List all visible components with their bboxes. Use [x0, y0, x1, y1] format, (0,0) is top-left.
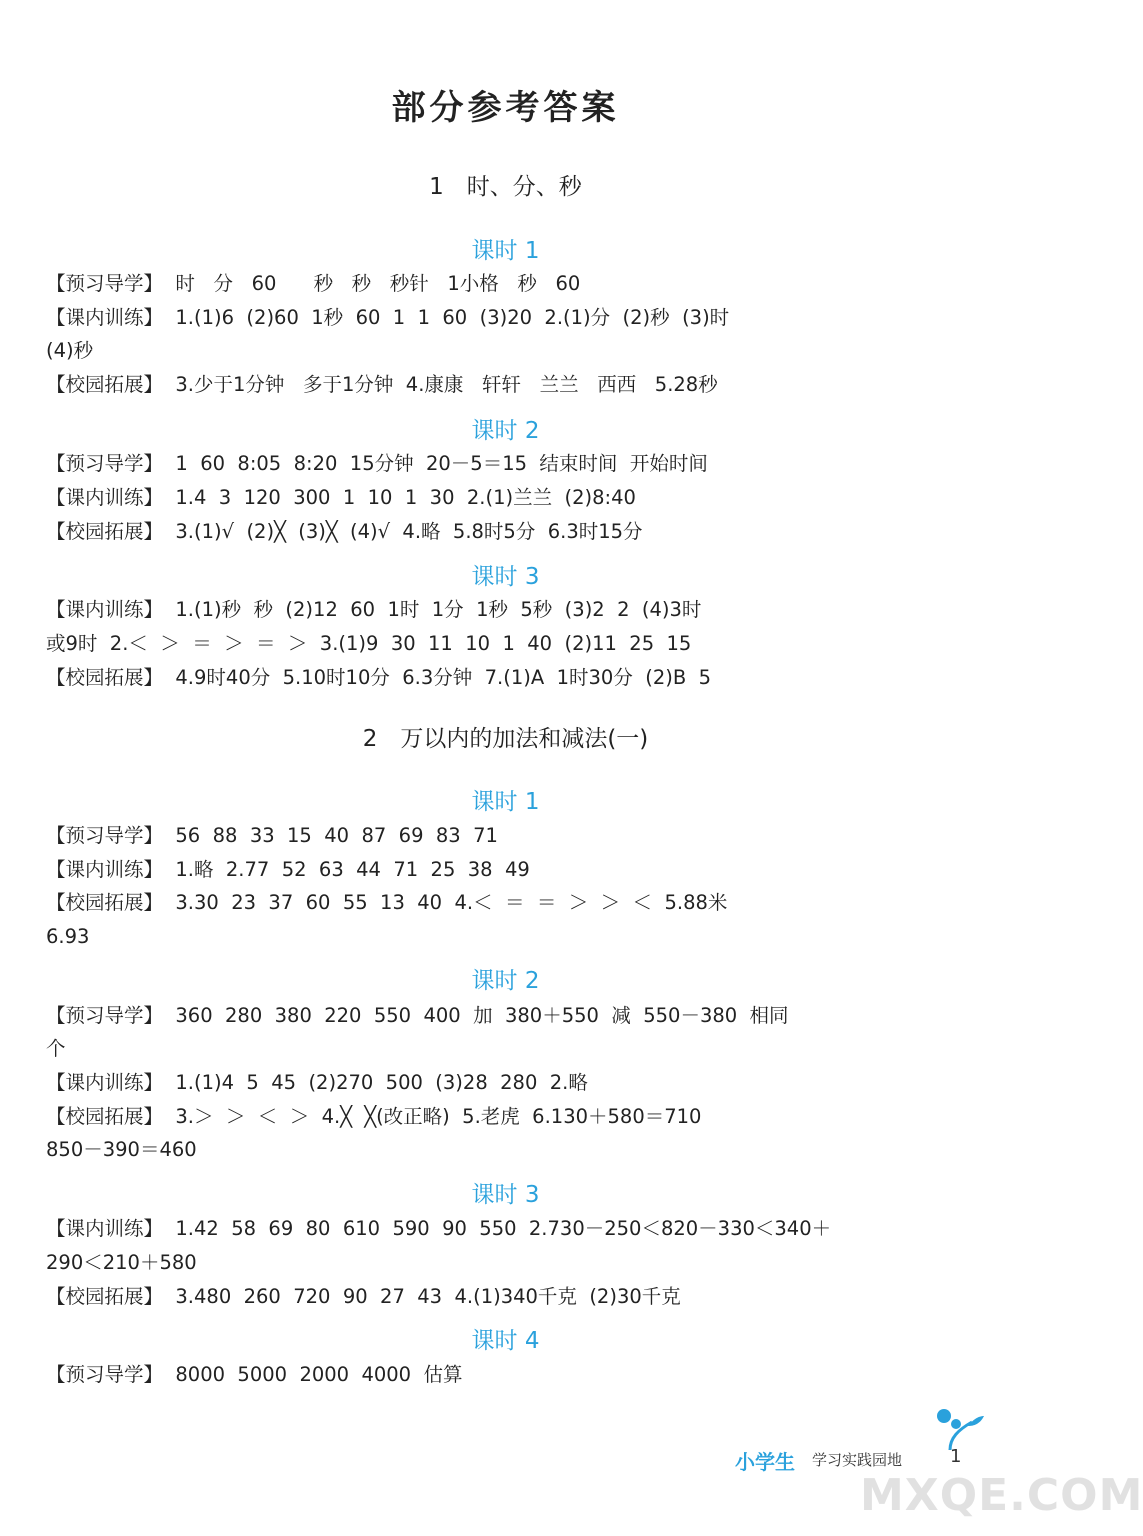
answer-line: 【校园拓展】 3.480 260 720 90 27 43 4.(1)340千克 (2)30千克: [46, 1285, 681, 1308]
page-title: 部分参考答案: [391, 88, 620, 128]
answer-line: 6.93: [46, 925, 90, 948]
answer-line: 【课内训练】 1.(1)4 5 45 (2)270 500 (3)28 280 2.略: [46, 1071, 588, 1094]
chapter-heading: 2 万以内的加法和减法(一): [362, 726, 649, 752]
page-number: 1: [950, 1446, 962, 1467]
footer-subtitle: 学习实践园地: [812, 1451, 903, 1469]
answer-line: 【预习导学】 1 60 8:05 8:20 15分钟 20－5＝15 结束时间 开始时间: [46, 452, 708, 475]
answer-line: 【预习导学】 8000 5000 2000 4000 估算: [46, 1363, 463, 1386]
answer-line: 【课内训练】 1.4 3 120 300 1 10 1 30 2.(1)兰兰 (2)8:40: [46, 486, 636, 509]
answer-line: 290＜210＋580: [46, 1251, 197, 1274]
answer-line: 或9时 2.＜ ＞ ＝ ＞ ＝ ＞ 3.(1)9 30 11 10 1 40 (2)11 25 15: [46, 632, 692, 655]
lesson-heading: 课时 3: [471, 1182, 540, 1208]
answer-line: 【校园拓展】 4.9时40分 5.10时10分 6.3分钟 7.(1)A 1时30分 (2)B 5: [46, 666, 712, 689]
answer-line: 【预习导学】 56 88 33 15 40 87 69 83 71: [46, 824, 498, 847]
answer-line: 【校园拓展】 3.＞ ＞ ＜ ＞ 4.╳ ╳(改正略) 5.老虎 6.130＋580＝710: [46, 1105, 702, 1128]
chapter-heading: 1 时、分、秒: [429, 174, 582, 200]
answer-line: 【课内训练】 1.略 2.77 52 63 44 71 25 38 49: [46, 858, 530, 881]
lesson-heading: 课时 3: [471, 564, 540, 590]
answer-line: 个: [46, 1037, 66, 1060]
lesson-heading: 课时 1: [471, 238, 540, 264]
answer-line: 【校园拓展】 3.30 23 37 60 55 13 40 4.＜ ＝ ＝ ＞ ＞ ＜ 5.88米: [46, 891, 728, 914]
sprout-logo-icon: [928, 1404, 988, 1452]
lesson-heading: 课时 2: [471, 418, 540, 444]
answer-line: 【预习导学】 360 280 380 220 550 400 加 380＋550 减 550－380 相同: [46, 1004, 789, 1027]
lesson-heading: 课时 4: [471, 1328, 540, 1354]
watermark: MXQE.COM: [860, 1470, 1143, 1521]
lesson-heading: 课时 2: [471, 968, 540, 994]
footer-brand: 小学生: [735, 1450, 795, 1474]
answer-line: (4)秒: [46, 339, 94, 362]
answer-line: 【课内训练】 1.42 58 69 80 610 590 90 550 2.730－250＜820－330＜340＋: [46, 1217, 832, 1240]
answer-line: 【校园拓展】 3.(1)√ (2)╳ (3)╳ (4)√ 4.略 5.8时5分 6.3时15分: [46, 520, 643, 543]
answer-line: 【预习导学】 时 分 60 秒 秒 秒针 1小格 秒 60: [46, 272, 581, 295]
lesson-heading: 课时 1: [471, 789, 540, 815]
answer-line: 【课内训练】 1.(1)秒 秒 (2)12 60 1时 1分 1秒 5秒 (3)2 2 (4)3时: [46, 598, 702, 621]
answer-line: 850－390＝460: [46, 1138, 197, 1161]
answer-line: 【校园拓展】 3.少于1分钟 多于1分钟 4.康康 轩轩 兰兰 西西 5.28秒: [46, 373, 718, 396]
answer-line: 【课内训练】 1.(1)6 (2)60 1秒 60 1 1 60 (3)20 2.(1)分 (2)秒 (3)时: [46, 306, 730, 329]
